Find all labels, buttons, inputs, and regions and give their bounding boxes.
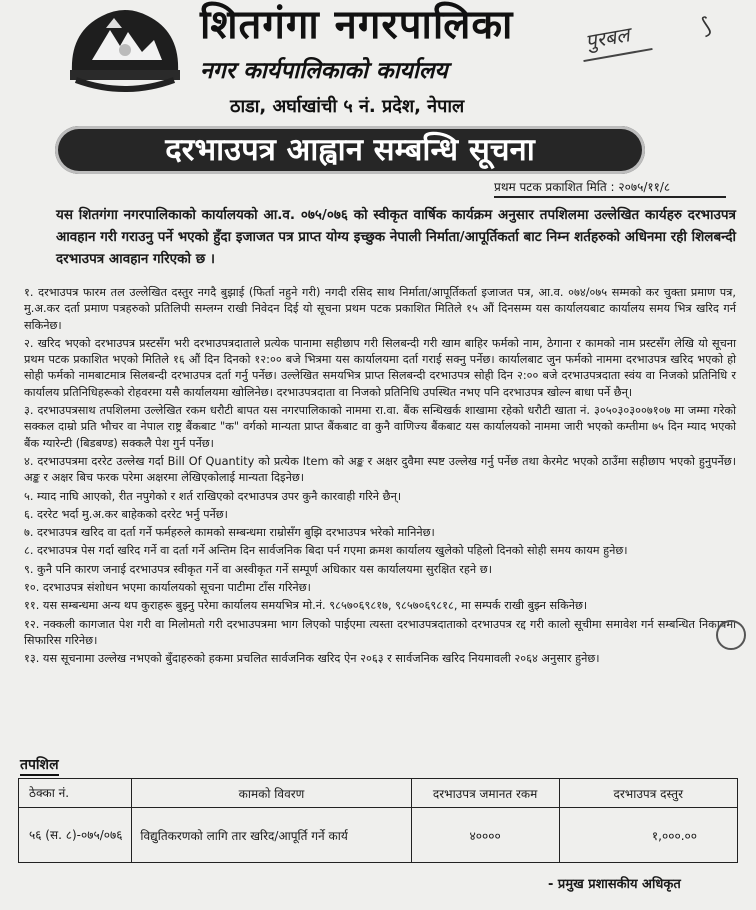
condition-item: ५. म्याद नाघि आएको, रीत नपुगेको र शर्त राखिएको दरभाउपत्र उपर कुनै कारवाही गरिने छैन्। bbox=[24, 489, 402, 503]
cell-contract-no: ५६ (स. ८)-०७५/०७६ bbox=[19, 808, 132, 863]
condition-item: ३. दरभाउपत्रसाथ तपशिलमा उल्लेखित रकम धरौटी बापत यस नगरपालिकाको नाममा रा.वा. बैंक सन्धिखर्क शाखामा रहेको धरौटी खाता नं. ३०५०३०३००७१०७ मा जम्मा गरेको सक्कल दाम्रो प्रति भौचर वा नेपाल राष्ट्र बैंकबाट "क" वर्गको मान्यता प्राप्त बैंकबाट वा कुनै वाणिज्य बैंकबाट यस कार्यालयको नाममा जारी भएको कम्तीमा ७५ दिन म्याद भएको बैंक ग्यारेन्टी (बिडबण्ड) सक्कलै पेश गुर्न पर्नेछ। bbox=[24, 404, 736, 450]
condition-item: ४. दरभाउपत्रमा दररेट उल्लेख गर्दा Bill Of Quantity को प्रत्येक Item को अङ्क र अक्षर दुवैमा स्पष्ट उल्लेख गर्नु पर्नेछ तथा केरमेट भएको ठाउँमा सहीछाप भएको हुनुपर्नेछ। अङ्क र अक्षर बिच फरक परेमा अक्षरमा लेखिएकोलाई मान्यता दिइनेछ। bbox=[24, 454, 736, 485]
table-row bbox=[19, 808, 738, 863]
condition-item: १३. यस सूचनामा उल्लेख नभएको बुँदाहरुको हकमा प्रचलित सार्वजनिक खरिद ऐन २०६३ र सार्वजनिक खरिद नियमावली २०६४ अनुसार हुनेछ। bbox=[24, 652, 600, 666]
schedule-title: तपशिल bbox=[20, 756, 59, 776]
condition-item: २. खरिद भएको दरभाउपत्र प्रस्टसँग भरी दरभाउपत्रदाताले प्रत्येक पानामा सहीछाप गरी सिलबन्दी गरी खाम बाहिर फर्मको नाम, ठेगाना र कामको नाम प्रस्टसँग लेखि यो सूचना प्रथम पटक प्रकाशित भएको मितिले १६ औं दिन दिनको १२:०० बजे भित्रमा यस कार्यालयमा दर्ता गराई सक्नु पर्नेछ। कार्यालबाट जुन फर्मको नाममा दरभाउपत्र खरिद भएको हो सोही फर्मको नामबाटमात्र सिलबन्दी दरभाउपत्र दर्ता गर्नु पर्नेछ। उल्लेखित समयभित्र प्राप्त सिलबन्दी दरभाउपत्र सोही दिन २:०० बजे दरभाउपत्रदाता स्वंय वा निजको प्रतिनिधि र कार्यालय प्रतिनिधिहरूको रोहवरमा यसै कार्यालयमा खोलिनेछ। दरभाउपत्रदाता वा निजको प्रतिनिधि उपस्थित नभए पनि दरभाउपत्र खोल्न बाधा पर्ने छैन्। bbox=[24, 336, 736, 399]
intro-paragraph: यस शितगंगा नगरपालिकाको कार्यालयको आ.व. ०७५/०७६ को स्वीकृत वार्षिक कार्यक्रम अनुसार तपशिलमा उल्लेखित कार्यहरु दरभाउपत्र आवहान गरी गराउनु पर्ने भएको हुँदा इजाजत पत्र प्राप्त योग्य इच्छुक नेपाली निर्माता/आपूर्तिकर्ता बाट निम्न शर्तहरुको अधिनमा रही शिलबन्दी दरभाउपत्र आवहान गरिएको छ । bbox=[56, 207, 736, 267]
header-work-description: कामको विवरण bbox=[132, 779, 411, 808]
office-address: ठाडा, अर्घाखांची ५ नं. प्रदेश, नेपाल bbox=[230, 96, 465, 117]
notice-banner bbox=[55, 126, 645, 174]
condition-item: ८. दरभाउपत्र पेस गर्दा खरिद गर्ने वा दर्ता गर्ने अन्तिम दिन सार्वजनिक बिदा पर्न गएमा क्रमश कार्यालय खुलेको पहिलो दिनको सोही समय कायम हुनेछ। bbox=[24, 544, 628, 558]
condition-item: ६. दररेट भर्दा मु.अ.कर बाहेकको दररेट भर्नु पर्नेछ। bbox=[24, 507, 228, 521]
header-contract-no: ठेक्का नं. bbox=[19, 779, 132, 808]
table-header-row bbox=[19, 779, 738, 808]
notice-title: दरभाउपत्र आह्वान सम्बन्धि सूचना bbox=[165, 132, 535, 168]
schedule-table bbox=[18, 778, 738, 863]
signatory: - प्रमुख प्रशासकीय अधिकृत bbox=[548, 877, 681, 892]
round-seal-icon bbox=[716, 620, 746, 650]
nepal-emblem-icon bbox=[62, 2, 188, 94]
cell-bid-fee: १,०००.०० bbox=[559, 808, 737, 863]
condition-item: १. दरभाउपत्र फारम तल उल्लेखित दस्तुर नगदै बुझाई (फिर्ता नहुने गरी) नगदी रसिद साथ निर्माता/आपूर्तिकर्ता इजाजत पत्र, आ.व. ०७४/०७५ सम्मको कर चुक्ता प्रमाण पत्र, मु.अ.कर दर्ता प्रमाण पत्रहरुको प्रतिलिपी सम्लग्न राखी निवेदन दिई यो सूचना प्रथम पटक प्रकाशित मितिले १५ औं दिनसम्म यस कार्यालयबाट कार्यालय समय भित्र खरिद गर्न सकिनेछ। bbox=[24, 286, 736, 332]
condition-item: ७. दरभाउपत्र खरिद वा दर्ता गर्ने फर्महरुले कामको सम्बन्धमा राम्रोसँग बुझि दरभाउपत्र भरेको मानिनेछ। bbox=[24, 526, 435, 540]
header-bid-fee: दरभाउपत्र दस्तुर bbox=[559, 779, 737, 808]
municipality-title: शितगंगा नगरपालिका bbox=[200, 1, 514, 48]
publication-date: प्रथम पटक प्रकाशित मिति : २०७५/११/८ bbox=[494, 178, 726, 198]
handwritten-mark-icon: ⟆ bbox=[698, 13, 714, 40]
handwritten-stamp: पुरबल bbox=[583, 22, 632, 54]
conditions-list bbox=[24, 285, 736, 670]
cell-work-description: विद्युतिकरणको लागि तार खरिद/आपूर्ति गर्ने कार्य bbox=[132, 808, 411, 863]
header-bid-security: दरभाउपत्र जमानत रकम bbox=[411, 779, 559, 808]
cell-bid-security: ४०००० bbox=[411, 808, 559, 863]
office-subtitle: नगर कार्यपालिकाको कार्यालय bbox=[200, 58, 448, 84]
condition-item: ११. यस सम्बन्धमा अन्य थप कुराहरू बुझ्नु परेमा कार्यालय समयभित्र मो.नं. ९८५७०६९८१७, ९८५७०६९८१८, मा सम्पर्क राखी बुझ्न सकिनेछ। bbox=[24, 599, 588, 613]
condition-item: १०. दरभाउपत्र संशोधन भएमा कार्यालयको सूचना पाटीमा टाँस गरिनेछ। bbox=[24, 581, 311, 595]
condition-item: १२. नक्कली कागजात पेश गरी वा मिलोमतो गरी दरभाउपत्रमा भाग लिएको पाईएमा त्यस्ता दरभाउपत्रदाताको दरभाउपत्र रद्द गरी कालो सूचीमा समावेश गर्न सम्बन्धित निकायमा सिफारिस गरिनेछ। bbox=[24, 617, 736, 647]
condition-item: ९. कुनै पनि कारण जनाई दरभाउपत्र स्वीकृत गर्ने वा अस्वीकृत गर्ने सम्पूर्ण अधिकार यस कार्यालयमा सुरक्षित रहने छ। bbox=[24, 562, 492, 576]
